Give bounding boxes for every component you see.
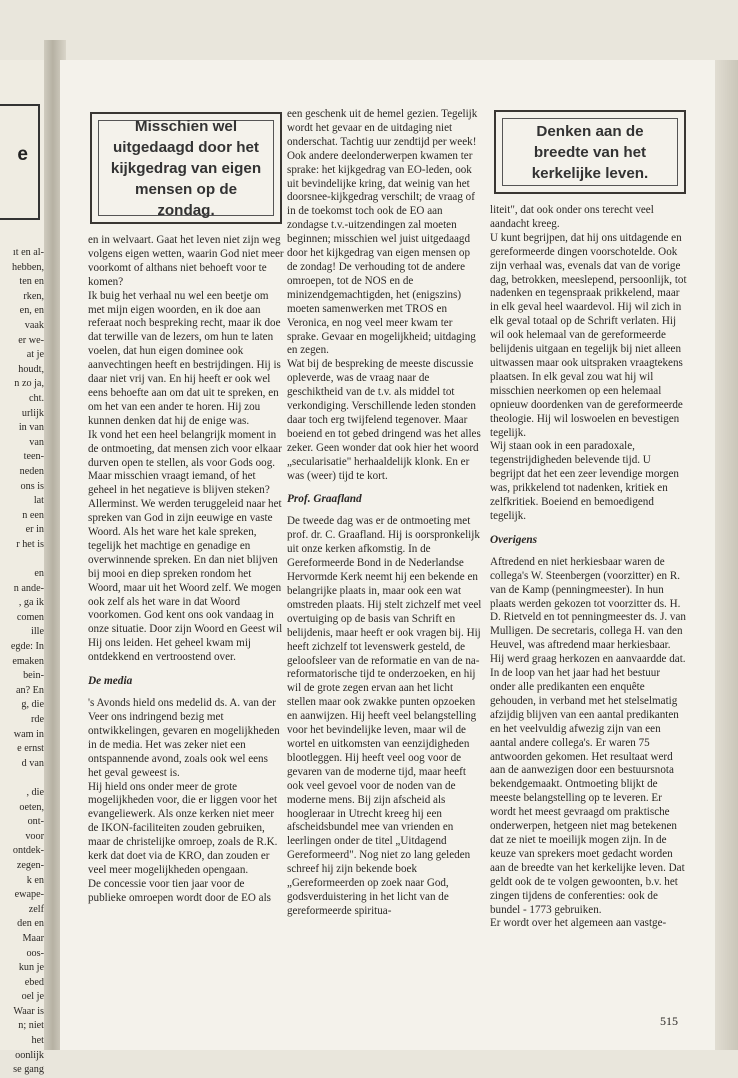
paragraph: Ik vond het een heel belangrijk moment in de ontmoeting, dat mensen zich voor elkaar durven open te stellen, als voor Gods oog. (88, 428, 282, 469)
pull-quote-right (494, 110, 686, 194)
paragraph: Maar misschien vraagt iemand, of het geheel in het negatieve is blijven steken? Allerminst. We werden teruggeleid naar het spreken van God in zijn eeuwige en vaste Woord. Als het ware het kale spreken, tegelijk het machtige en genadige en overwinnende spreken. En dan niet blijven bij mooi en diep spreken rondom het Woord, maar uit het Woord zelf. We mogen ook zelf als het ware in dat Woord voorkomen. God kent ons ook vandaag in onze situatie. Door zijn Woord en Geest wil Hij ons leiden. Het geheel kwam mij ontdekkend en vertroostend over. (88, 470, 283, 664)
section-heading-overigens: Overigens (490, 533, 538, 546)
paragraph: Ook andere deelonderwerpen kwamen ter sprake: het kijkgedrag van EO-leden, ook uit bevindelijke kring, dat weinig van het doorsnee-kijkgedrag verschilt; de vraag of in de toekomst toch ook de EO aan zondagse t.v.-uitzendingen zal moeten beginnen; misschien wel juist uitgedaagd door het kijkgedrag van eigen mensen op de zondag! De verhouding tot de andere omroepen, tot de NOS en de minizendgemachtigden, het (enigszins) moeten samenwerken met TROS en Veronica, en nog veel meer kwam ter sprake. Gevaar en mogelijkheid; uitdaging en zegen. (287, 149, 476, 357)
paragraph: een geschenk uit de hemel gezien. Tegelijk wordt het gevaar en de uitdaging niet onderschat. Tachtig uur zendtijd per week! (287, 108, 478, 148)
paragraph: 's Avonds hield ons medelid ds. A. van der Veer ons indringend bezig met ontwikkelingen, gevaren en mogelijkheden in de media. Het was zeker niet een ontspannende avond, zoals ook wel eens het geval geweest is. (88, 697, 280, 779)
previous-box-letter: e (17, 144, 28, 165)
page-number: 515 (660, 1014, 678, 1028)
page-edge (715, 60, 738, 1050)
column-3 (490, 204, 687, 931)
paragraph: Aftredend en niet herkiesbaar waren de collega's W. Steenbergen (voorzitter) en R. van de Kamp (penningmeester). In hun plaats werden gekozen tot voorzitter ds. H. D. Rietveld en tot penningmeester ds. J. van Mulligen. De secretaris, collega H. van den Heuvel, was aftredend maar herkiesbaar. Hij werd graag herkozen en aanvaardde dat. (490, 555, 686, 666)
column-2 (287, 108, 483, 919)
paragraph: De tweede dag was er de ontmoeting met prof. dr. C. Graafland. Hij is oorspronkelijk uit onze kerken afkomstig. In de Gereformeerde Bond in de Nederlandse Hervormde Kerk neemt hij een bekende en belangrijke plaats in, maar ook een wat omstreden plaats. Hij stelt zichzelf met veel overtuiging op de basis van Schrift en belijdenis, maar heeft er ook vragen bij. Hij heeft zichzelf tot levenswerk gesteld, de geloofsleer van de reformatie en van de na-reformatorische tijd te onderzoeken, en hij wil de grote zegen ervan aan het licht stellen maar ook zwakke punten opzoeken en aanwijzen. Hij heeft veel belangstelling voor het bevindelijke leven, maar wil de wortel en uitkomsten van eenzijdigheden blootleggen. Hij heeft veel oog voor de gevaren van de moderne tijd, maar heeft ook veel gevoel voor de noden van de moderne mens. Bij zijn afscheid als hoogleraar in Utrecht kreeg hij een afscheidsbundel mee van vrienden en leerlingen onder de titel „Uitdagend Gereformeerd". Nog niet zo lang geleden schreef hij zijn bekende boek „Gereformeerden op zoek naar God, godsverduistering in het licht van de gereformeerde spiritua- (287, 515, 482, 917)
column-1 (88, 234, 284, 906)
section-heading-graafland: Prof. Graafland (287, 493, 362, 506)
previous-page-box (0, 104, 40, 220)
paragraph: Wat bij de bespreking de meeste discussie opleverde, was de vraag naar de geschiktheid van de t.v. als middel tot verkondiging. Verschillende leden stonden daar toch erg twijfelend tegenover. Maar boeiend en tot gebed dringend was het alles zeker. Geen wonder dat ook hier het woord „secularisatie" herhaaldelijk klonk. En er was (weer) tijd te kort. (287, 358, 481, 482)
paragraph: De concessie voor tien jaar voor de publieke omroepen wordt door de EO als (88, 877, 271, 904)
paragraph: Er wordt over het algemeen aan vastge- (490, 917, 667, 930)
paragraph: liteit", dat ook onder ons terecht veel aandacht kreeg. (490, 204, 654, 230)
pull-quote-right-text: Denken aan de breedte van het kerkelijke leven. (531, 122, 649, 182)
paragraph: Wij staan ook in een paradoxale, tegenstrijdigheden belevende tijd. U begrijpt dat het een zeer levendige morgen was, prikkelend tot nadenken, kritiek en zelfkritiek. Boeiend en bemoedigend tegelijk. (490, 440, 679, 522)
section-heading-media: De media (88, 675, 133, 688)
pull-quote-left (90, 112, 282, 224)
paragraph: U kunt begrijpen, dat hij ons uitdagende en gereformeerde dingen voorschotelde. Ook zijn verhaal was, evenals dat van de vorige dag, betrokken, meeslepend, persoonlijk, tot nadenken en tegenspraak prikkelend, maar in elk geval heel waardevol. Hij wil zich in elk geval totaal op de Schrift verlaten. Hij wil ook helemaal van de gereformeerde belijdenis uitgaan en tegelijk bij niet alleen uitwassen maar ook uitspraken vraagtekens plaatsen. In elk geval zou wat hij wil misschien neerkomen op een helemaal opnieuw doordenken van de gereformeerde theologie. Hij wil loswoelen en bevestigen tegelijk. (490, 231, 687, 439)
previous-page-margin (0, 60, 50, 1076)
pull-quote-left-text: Misschien wel uitgedaagd door het kijkgedrag van eigen mensen op de zondag. (110, 117, 262, 219)
previous-page-fragments: ıt en al- hebben, ten en rken, en, en vaak er we- at je houdt, n zo ja, cht. urlijk in van van teen- neden ons is lat n een er in r het is en n ande- , ga ik comen ille egde: In emaken bein- an? En g, die rde wam in e ernst d van , die oeten, ont- voor ontdek- zegen- k en ewape- zelf den en Maar oos- kun je ebed oel je Waar is n; niet het oonlijk se gang (10, 247, 44, 1076)
paragraph: In de loop van het jaar had het bestuur onder alle predikanten een enquête gehouden, in verband met het stelselmatig afzijdig blijven van een aantal predikanten en het veelvuldig afwezig zijn van een aantal andere collega's. Er waren 75 antwoorden gekomen. Het resultaat werd aan de aanwezigen door een bestuursnota bekendgemaakt. Ontmoeting blijkt de meeste belangstelling op te leveren. Er wordt het meest gevraagd om praktische onderwerpen, hetgeen niet mag betekenen dat ze niet te moeilijk mogen zijn. In de keuze van sprekers moet gedacht worden aan de breedte van het kerkelijke leven. Dat geldt ook de te volgen gewoonten, b.v. het zingen tijdens de conferenties: ook de bundel - 1773 gebruiken. (490, 667, 685, 916)
paragraph: en in welvaart. Gaat het leven niet zijn weg volgens eigen wetten, waarin God niet meer voorkomt of althans niet behoeft voor te komen? (88, 234, 284, 288)
page (60, 60, 715, 1050)
paragraph: Ik buig het verhaal nu wel een beetje om met mijn eigen woorden, en ik doe aan referaat noch bespreking recht, maar ik doe dat terwille van de lezers, om hun te laten voelen, dat hun eigen dominee ook aanvechtingen heeft en bestrijdingen. Hij is daar niet vrij van. En hij heeft er ook wel eens behoefte aan om dat uit te spreken, en om het van een ander te horen. Hij zou kunnen denken dat hij de enige was. (88, 289, 281, 427)
paragraph: Hij hield ons onder meer de grote mogelijkheden voor, die er liggen voor het evangeliewerk. Als onze kerken niet meer de IKON-faciliteiten zouden gebruiken, maar de christelijke omroep, zoals de R.K. kerk dat doet via de KRO, dan zouden er veel meer mogelijkheden opengaan. (88, 780, 278, 876)
